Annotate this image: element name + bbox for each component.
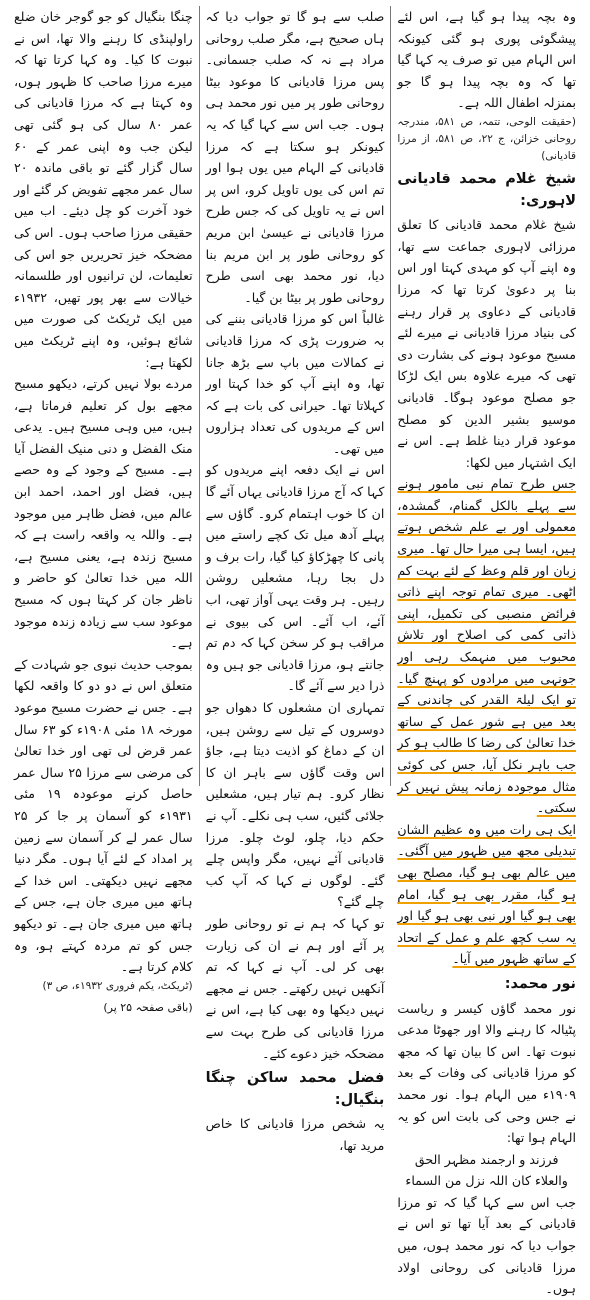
section-heading: شیخ غلام محمد قادیانی لاہوری: [397, 170, 576, 209]
column-middle [200, 6, 392, 1153]
paragraph: غالباً اس کو مرزا قادیانی بننے کی بہ ضرورت پڑی کہ مرزا قادیانی نے کمالات میں باپ سے بڑھ جانا تھا، وہ اپنے آپ کو خدا کہتا اور کہلاتا تھا۔ حیرانی کی بات ہے کہ اس کے مریدوں کی تعداد ہزاروں میں تھی۔ [205, 311, 385, 456]
paragraph: صلب سے ہو گا تو جواب دیا کہ ہاں صحیح ہے، مگر صلب روحانی مراد ہے نہ کہ صلب جسمانی۔ پس مرزا قادیانی کا موعود بیٹا روحانی طور پر میں نور محمد ہی ہوں۔ جب اس سے کہا گیا کہ یہ کیونکر ہو سکتا ہے کہ مرزا قادیانی کے الہام میں یوں ہوا اور تم اس کی یوں تاویل کرو، اس پر اس نے یہ تاویل کی کہ جس طرح مرزا قادیانی نے عیسیٰ ابن مریم کو روحانی طور پر ابن مریم بنا دیا، نور محمد بھی اسی طرح روحانی طور پر بیٹا بن گیا۔ [205, 9, 385, 305]
paragraph: نور محمد گاؤں کیسر و ریاست پٹیالہ کا رہنے والا اور جھوٹا مدعی نبوت تھا۔ اس کا بیان تھا کہ مجھ کو مرزا قادیانی کی وفات کے بعد ۱۹۰۹ء میں الہام ہوا۔ نور محمد نے جس وحی کی بابت اس کو یہ الہام ہوا تھا: [397, 1000, 576, 1146]
paragraph: تمہاری ان مشعلوں کا دھواں جو دوسروں کے تیل سے روشن ہیں، ان کے دماغ کو اذیت دیتا ہے، جاؤ اس وقت گاؤں سے باہر ان کا نظار کرو۔ ہم تیار ہیں، مشعلیں جلائی گئیں، سب ہی نکلے۔ آپ نے حکم دیا، چلو، لوٹ چلو۔ مرزا قادیانی آئے نہیں، مگر واپس چلے گئے۔ لوگوں نے کہا کہ آپ کب چلے گئے؟ [205, 700, 385, 910]
paragraph: وہ بچہ پیدا ہو گیا ہے، اس لئے پیشگوئی پوری ہو گئی کیونکہ اس الہام میں تو صرف یہ کہا گیا تھا کہ وہ بچہ پیدا ہو گا جو بمنزلہ اطفال اللہ ہے۔ [397, 9, 576, 111]
paragraph: اس نے ایک دفعہ اپنے مریدوں کو کہا کہ آج مرزا قادیانی یہاں آئے گا ان کا خوب اہتمام کرو۔ گاؤں سے پہلے آدھ میل تک کچے راستے میں پانی کا چھڑکاؤ کیا گیا، رات برف و دل بجا رہا، مشعلیں روشن رہیں۔ ہر وقت یہی آواز تھی، اب آئے، اب آئے۔ اس کی بیوی نے مراقب ہو کر سخن کہا کہ دم تم جانتے ہو، مرزا قادیانی جو ہیں وہ ذرا دیر سے آئے گا۔ [205, 462, 385, 694]
paragraph: یہ شخص مرزا قادیانی کا خاص مرید تھا، [205, 1116, 385, 1153]
section-heading: نور محمد: [504, 975, 576, 992]
paragraph: بموجب حدیث نبوی جو شہادت کے متعلق اس نے دو دو کا واقعہ لکھا ہے۔ جس نے حضرت مسیح موعود مورخہ ۱۸ مئی ۱۹۰۸ء کو ۶۳ سال عمر قرض لی تھی اور خدا تعالیٰ کی مرضی سے مرزا ۲۵ سال عمر حاصل کرنے موعودہ ۱۹ مئی ۱۹۳۱ء کو آسمان پر جا کر ۲۵ سال عمر لے کر آسمان سے زمین پر امداد کے لئے آیا ہوں۔ مگر دنیا مجھے نہیں دیکھتی۔ اس خدا کے ہاتھ میں میری جان ہے، جس کے ہاتھ میں میری جان ہے۔ تو دیکھو جس کو تم مردہ کہتے ہو، وہ کلام کرتا ہے۔ [13, 656, 193, 975]
highlighted-quote: جس طرح تمام نبی مامور ہونے سے پہلے بالکل گمنام، گمشدہ، معمولی اور بے علم شخص ہوتے ہیں، ایسا ہی میرا حال تھا۔ میری زبان اور قلم وعظ کے لئے بہت کم اٹھی۔ میری تمام توجہ اپنے ذاتی فرائض منصبی کی تکمیل، اپنی ذاتی کمی کی اصلاح اور تلاش محبوب میں منہمک رہی اور جونہی میں مرادوں کو پہنچ گیا۔ تو ایک لیلۃ القدر کی چاندنی کے بعد میں ہے شور عمل کے ساتھ خدا تعالیٰ کی رضا کا طالب ہو کر جب باہر نکل آیا، جس کی کوئی مثال موجودہ زمانہ پیش نہیں کر سکتی۔ [397, 476, 576, 816]
paragraph: شیخ غلام محمد قادیانی کا تعلق مرزائی لاہوری جماعت سے تھا، وہ اپنے آپ کو مہدی کہتا اور اس بنا پر دعویٰ کرتا تھا کہ مرزا قادیانی کے دعاوی پر قرار رہنے کی بنیاد مرزا قادیانی نے میرے لئے مسیح موعود ہونے کی بشارت دی تھی کہ میرے علاوہ بس ایک لڑکا جو مصلح موعود ہوگا۔ قادیانی موسیو بشیر الدین کو مصلح موعود قرار دینا غلط ہے۔ اس نے ایک اشتہار میں لکھا: [397, 217, 576, 470]
citation: (ٹریکٹ، یکم فروری ۱۹۳۲ء، ص ۳) [42, 979, 193, 992]
citation: (حقیقت الوحی، تتمہ، ص ۵۸۱، مندرجہ روحانی خزائن، ج ۲۲، ص ۵۸۱، از مرزا قادیانی) [397, 115, 576, 162]
article-columns [8, 6, 582, 1297]
section-heading: فضل محمد ساکن چنگا بنگیال: [205, 1070, 385, 1108]
column-right [391, 6, 582, 1297]
column-left [8, 6, 200, 1014]
continuation-note: (باقی صفحہ ۲۵ پر) [103, 1000, 193, 1014]
paragraph: تو کہا کہ ہم نے تو روحانی طور پر آئے اور ہم نے ان کی زیارت بھی کر لی۔ آپ نے کہا کہ تم آنکھیں نہیں رکھتے۔ جس نے مجھے نہیں دیکھا وہ بھی کیا ہے، اس نے مرزا قادیانی کی طرح بہت سے مضحکہ خیز دعوے کئے۔ [205, 915, 385, 1061]
arabic-verse: فرزند و ارجمند مظہر الحق والعلاء کان اللہ نزل من السماء [405, 1151, 568, 1189]
block-quote: مردے بولا نہیں کرتے، دیکھو مسیح مجھے بول کر تعلیم فرماتا ہے، ہیں، میں وہی مسیح ہیں۔ یدعی منک الفضل و دنی منیک الفضل آیا ہے۔ مسیح کے وجود کے وہ حصے ہیں، فضل اور احمد، احمد ابن عالم میں، فضل ظاہر میں موجود ہے۔ واللہ یہ واقعہ راست ہے کہ مسیح زندہ ہے، یعنی مسیح ہے، اللہ میں خدا تعالیٰ کو حاضر و ناظر جان کر کہتا ہوں کہ مسیح موعود سب سے زیادہ زندہ موجود ہے۔ [13, 376, 193, 651]
paragraph: چنگا بنگیال کو جو گوجر خان ضلع راولپنڈی کا رہنے والا تھا، اس نے نبوت کا کیا۔ وہ کہا کرتا تھا کہ میرے مرزا صاحب کا ظہور ہوں، وہ کہتا ہے کہ مرزا قادیانی کی عمر ۸۰ سال کی ہو گئی تھی لیکن جب وہ اپنی عمر کے ۶۰ سال گزار گئے تو باقی ماندہ ۲۰ سال عمر مجھے تفویض کر گئے اور خود آخرت کو چل دیئے۔ اب میں حقیقی مرزا صاحب ہوں۔ اس کی مضحکہ خیز تحریریں جو اس کی تعلیمات، لن ترانیوں اور طلسمانہ خیالات سے بھر پور تھیں، ۱۹۳۲ء میں ایک ٹریکٹ کی صورت میں شائع ہوئیں، وہ اپنے ٹریکٹ میں لکھتا ہے: [13, 9, 193, 370]
highlighted-quote: ایک ہی رات میں وہ عظیم الشان تبدیلی مجھ میں ظہور میں آگئی۔ میں عالم بھی ہو گیا، مصلح بھی ہو گیا، مقرر بھی ہو گیا، امام بھی ہو گیا اور نبی بھی ہو گیا اور یہ سب کچھ علم و عمل کے اتحاد کے ساتھ ظہور میں آیا۔ [397, 821, 576, 967]
paragraph: جب اس سے کہا گیا کہ تو مرزا قادیانی کے بعد آیا تھا تو اس نے جواب دیا کہ نور محمد ہوں، میں مرزا قادیانی کی روحانی اولاد ہوں۔ [397, 1194, 576, 1297]
